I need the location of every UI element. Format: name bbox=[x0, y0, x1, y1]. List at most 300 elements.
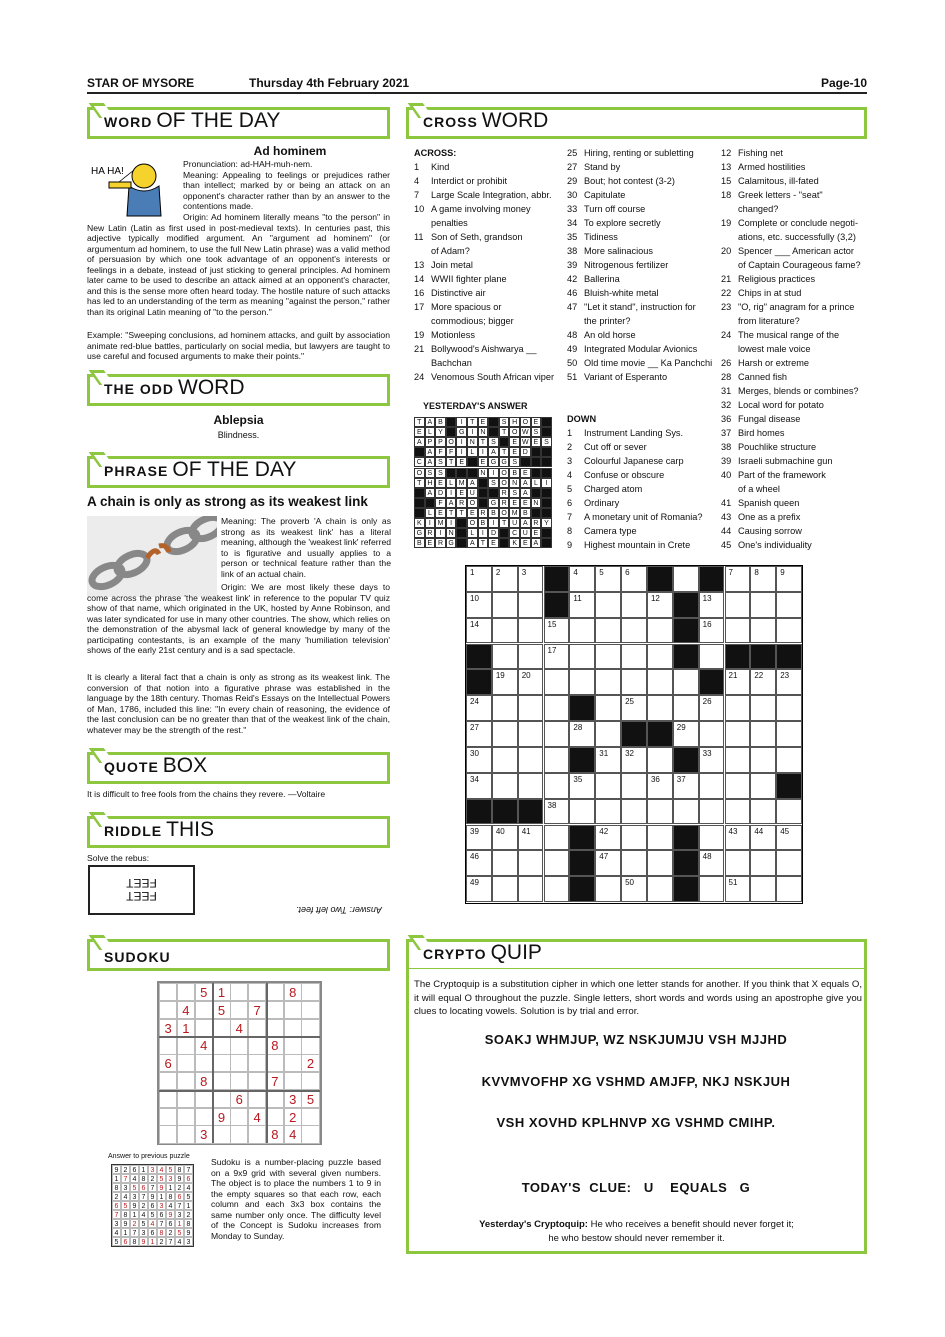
answer-cell: M bbox=[509, 508, 520, 518]
sudoku-cell[interactable]: 7 bbox=[248, 1001, 266, 1019]
crossword-cell[interactable] bbox=[569, 566, 595, 592]
clue-number: 24 bbox=[470, 697, 479, 707]
crossword-cell[interactable] bbox=[569, 592, 595, 618]
previous-sudoku-cell: 4 bbox=[121, 1192, 130, 1201]
crossword-cell[interactable] bbox=[725, 850, 751, 876]
crossword-cell[interactable] bbox=[776, 825, 802, 851]
previous-sudoku-cell: 6 bbox=[175, 1192, 184, 1201]
sudoku-cell[interactable] bbox=[212, 1125, 230, 1143]
crossword-cell[interactable] bbox=[776, 566, 802, 592]
previous-answer-label: Answer to previous puzzle bbox=[108, 1153, 190, 1160]
sudoku-cell[interactable] bbox=[248, 1125, 266, 1143]
crossword-cell[interactable] bbox=[699, 721, 725, 747]
crossword-cell[interactable] bbox=[595, 592, 621, 618]
crossword-cell[interactable] bbox=[518, 876, 544, 902]
crossword-cell[interactable] bbox=[699, 850, 725, 876]
crossword-cell[interactable] bbox=[492, 850, 518, 876]
sudoku-cell[interactable] bbox=[195, 1054, 213, 1072]
crossword-cell[interactable] bbox=[492, 721, 518, 747]
crossword-cell[interactable] bbox=[595, 669, 621, 695]
clue-item: 44 Causing sorrow bbox=[721, 526, 802, 536]
crossword-cell[interactable] bbox=[595, 644, 621, 670]
sudoku-cell[interactable] bbox=[301, 1001, 319, 1019]
sudoku-grid[interactable] bbox=[157, 981, 322, 1145]
crossword-cell[interactable] bbox=[518, 747, 544, 773]
sudoku-cell[interactable] bbox=[159, 1125, 177, 1143]
crossword-cell[interactable] bbox=[647, 799, 673, 825]
sudoku-cell[interactable]: 5 bbox=[212, 1001, 230, 1019]
clue-item: 39 Israeli submachine gun bbox=[721, 456, 833, 466]
crossword-cell[interactable] bbox=[699, 644, 725, 670]
sudoku-cell[interactable]: 4 bbox=[230, 1019, 248, 1037]
crossword-cell[interactable] bbox=[621, 669, 647, 695]
crossword-cell[interactable] bbox=[776, 695, 802, 721]
clue-number: 40 bbox=[495, 826, 505, 836]
previous-sudoku-cell: 3 bbox=[175, 1210, 184, 1219]
crossword-cell[interactable] bbox=[750, 695, 776, 721]
clue-item: 35 Tidiness bbox=[567, 232, 618, 242]
sudoku-cell[interactable] bbox=[230, 1001, 248, 1019]
crossword-cell[interactable] bbox=[776, 799, 802, 825]
clue-number: 34 bbox=[470, 774, 479, 784]
crossword-cell[interactable] bbox=[595, 566, 621, 592]
sudoku-cell[interactable] bbox=[301, 1072, 319, 1090]
rebus-text: FEET FEET bbox=[126, 876, 157, 903]
crossword-cell[interactable] bbox=[699, 876, 725, 902]
previous-sudoku-cell: 8 bbox=[157, 1228, 166, 1237]
crossword-cell[interactable] bbox=[750, 799, 776, 825]
answer-cell bbox=[499, 528, 510, 538]
crossword-cell[interactable] bbox=[776, 747, 802, 773]
sudoku-cell[interactable]: 6 bbox=[159, 1054, 177, 1072]
sudoku-cell[interactable] bbox=[230, 1054, 248, 1072]
previous-sudoku-cell: 9 bbox=[139, 1237, 148, 1246]
sudoku-cell[interactable]: 5 bbox=[301, 1090, 319, 1108]
crossword-cell[interactable] bbox=[725, 773, 751, 799]
sudoku-cell[interactable] bbox=[177, 983, 195, 1001]
crossword-cell[interactable] bbox=[621, 592, 647, 618]
clue-item: 45 One's individuality bbox=[721, 540, 812, 550]
sudoku-cell[interactable] bbox=[248, 1036, 266, 1054]
clue-item: 43 One as a prefix bbox=[721, 512, 801, 522]
answer-cell: Y bbox=[541, 518, 552, 528]
answer-cell: T bbox=[414, 417, 425, 427]
crossword-cell[interactable] bbox=[466, 592, 492, 618]
crossword-cell[interactable] bbox=[699, 747, 725, 773]
crossword-cell[interactable] bbox=[647, 747, 673, 773]
crossword-cell[interactable] bbox=[544, 773, 570, 799]
answer-cell: T bbox=[499, 518, 510, 528]
crossword-cell[interactable] bbox=[699, 695, 725, 721]
crossword-cell[interactable] bbox=[544, 850, 570, 876]
previous-sudoku-cell: 7 bbox=[121, 1174, 130, 1183]
crossword-cell[interactable] bbox=[492, 592, 518, 618]
crossword-cell[interactable] bbox=[544, 825, 570, 851]
clue-number: 29 bbox=[676, 723, 686, 733]
sudoku-cell[interactable]: 7 bbox=[266, 1072, 284, 1090]
sudoku-cell[interactable] bbox=[266, 1108, 284, 1126]
sudoku-cell[interactable] bbox=[301, 1019, 319, 1037]
sudoku-cell[interactable]: 9 bbox=[212, 1108, 230, 1126]
crossword-cell[interactable] bbox=[621, 695, 647, 721]
sudoku-cell[interactable]: 8 bbox=[266, 1125, 284, 1143]
crossword-cell[interactable] bbox=[673, 721, 699, 747]
crossword-cell[interactable] bbox=[647, 669, 673, 695]
sudoku-cell[interactable] bbox=[266, 1019, 284, 1037]
crossword-cell[interactable] bbox=[518, 850, 544, 876]
previous-sudoku-cell: 9 bbox=[166, 1210, 175, 1219]
crossword-cell[interactable] bbox=[750, 721, 776, 747]
previous-sudoku-cell: 4 bbox=[184, 1183, 193, 1192]
sudoku-cell[interactable] bbox=[159, 1108, 177, 1126]
answer-cell: L bbox=[531, 478, 542, 488]
crossword-cell[interactable] bbox=[466, 618, 492, 644]
crossword-cell[interactable] bbox=[699, 825, 725, 851]
crossword-cell[interactable] bbox=[569, 773, 595, 799]
clue-item: of a wheel bbox=[738, 484, 780, 494]
sudoku-cell[interactable] bbox=[284, 1019, 302, 1037]
crossword-cell bbox=[673, 876, 699, 902]
crossword-cell[interactable] bbox=[492, 695, 518, 721]
sudoku-cell[interactable] bbox=[177, 1054, 195, 1072]
clue-item: penalties bbox=[431, 218, 468, 228]
sudoku-cell[interactable] bbox=[266, 983, 284, 1001]
crossword-cell[interactable] bbox=[725, 566, 751, 592]
answer-cell bbox=[425, 498, 436, 508]
crossword-cell[interactable] bbox=[621, 773, 647, 799]
sudoku-cell[interactable] bbox=[248, 1072, 266, 1090]
crossword-cell[interactable] bbox=[776, 850, 802, 876]
crossword-cell[interactable] bbox=[725, 695, 751, 721]
sudoku-cell[interactable]: 4 bbox=[177, 1001, 195, 1019]
crossword-cell[interactable] bbox=[544, 669, 570, 695]
crossword-cell[interactable] bbox=[544, 644, 570, 670]
crossword-cell[interactable] bbox=[647, 644, 673, 670]
crossword-cell[interactable] bbox=[466, 566, 492, 592]
crossword-cell[interactable] bbox=[750, 876, 776, 902]
crossword-cell[interactable] bbox=[725, 825, 751, 851]
previous-sudoku-cell: 3 bbox=[166, 1174, 175, 1183]
previous-sudoku-cell: 1 bbox=[139, 1165, 148, 1174]
crossword-cell[interactable] bbox=[544, 876, 570, 902]
sudoku-cell[interactable] bbox=[212, 1019, 230, 1037]
crossword-cell[interactable] bbox=[595, 850, 621, 876]
word-meaning: Meaning: Appealing to feelings or prejudices rather than intellect; marked by or being an attack on an opponent's character rather than by an answer to the contentions made. bbox=[183, 169, 390, 211]
crossword-cell[interactable] bbox=[544, 618, 570, 644]
answer-cell: A bbox=[488, 447, 499, 457]
crossword-cell[interactable] bbox=[750, 618, 776, 644]
sudoku-cell[interactable]: 6 bbox=[230, 1090, 248, 1108]
crossword-cell[interactable] bbox=[647, 592, 673, 618]
answer-cell: N bbox=[446, 528, 457, 538]
answer-cell: E bbox=[531, 417, 542, 427]
crossword-cell[interactable] bbox=[569, 644, 595, 670]
crossword-cell[interactable] bbox=[544, 747, 570, 773]
sudoku-cell[interactable]: 8 bbox=[195, 1072, 213, 1090]
crossword-cell[interactable] bbox=[750, 592, 776, 618]
previous-sudoku-cell: 1 bbox=[166, 1183, 175, 1192]
sudoku-cell[interactable] bbox=[248, 1019, 266, 1037]
sudoku-cell[interactable] bbox=[230, 1036, 248, 1054]
answer-cell: I bbox=[488, 468, 499, 478]
crossword-cell[interactable] bbox=[466, 825, 492, 851]
crossword-cell[interactable] bbox=[492, 773, 518, 799]
answer-cell bbox=[456, 518, 467, 528]
answer-cell: D bbox=[520, 447, 531, 457]
previous-sudoku-cell: 4 bbox=[112, 1228, 121, 1237]
crossword-cell[interactable] bbox=[699, 592, 725, 618]
crossword-cell[interactable] bbox=[518, 773, 544, 799]
crossword-cell[interactable] bbox=[544, 799, 570, 825]
previous-sudoku-cell: 2 bbox=[157, 1237, 166, 1246]
crossword-cell[interactable] bbox=[776, 669, 802, 695]
crossword-grid[interactable] bbox=[465, 565, 803, 904]
answer-cell bbox=[541, 447, 552, 457]
sudoku-cell[interactable] bbox=[159, 1036, 177, 1054]
crossword-cell[interactable] bbox=[492, 747, 518, 773]
crossword-cell bbox=[699, 669, 725, 695]
crossword-cell[interactable] bbox=[750, 850, 776, 876]
previous-sudoku-cell: 4 bbox=[130, 1174, 139, 1183]
sudoku-cell[interactable] bbox=[248, 983, 266, 1001]
word-example: Example: "Sweeping conclusions, ad hominem attacks, and guilt by association animate red-blue battles, particularly on social media, but lawyers are taught to use careful and focused arguments to make their points." bbox=[87, 330, 390, 361]
crossword-cell[interactable] bbox=[725, 669, 751, 695]
crossword-cell[interactable] bbox=[776, 618, 802, 644]
crossword-cell[interactable] bbox=[466, 721, 492, 747]
sudoku-cell[interactable] bbox=[266, 1001, 284, 1019]
sudoku-cell[interactable] bbox=[284, 1001, 302, 1019]
crossword-cell[interactable] bbox=[776, 592, 802, 618]
crossword-cell[interactable] bbox=[595, 618, 621, 644]
crossword-cell[interactable] bbox=[725, 876, 751, 902]
sudoku-cell[interactable] bbox=[230, 1072, 248, 1090]
crossword-cell[interactable] bbox=[492, 644, 518, 670]
crossword-cell[interactable] bbox=[621, 747, 647, 773]
crossword-cell[interactable] bbox=[569, 618, 595, 644]
crossword-cell[interactable] bbox=[492, 618, 518, 644]
crossword-cell[interactable] bbox=[621, 618, 647, 644]
sudoku-cell[interactable] bbox=[284, 1072, 302, 1090]
crossword-cell[interactable] bbox=[595, 721, 621, 747]
sudoku-cell[interactable]: 3 bbox=[159, 1019, 177, 1037]
crossword-cell[interactable] bbox=[621, 850, 647, 876]
crossword-cell[interactable] bbox=[518, 566, 544, 592]
answer-cell: T bbox=[446, 508, 457, 518]
sudoku-cell[interactable] bbox=[212, 1072, 230, 1090]
crossword-cell[interactable] bbox=[518, 825, 544, 851]
crossword-cell[interactable] bbox=[621, 876, 647, 902]
crossword-cell[interactable] bbox=[466, 747, 492, 773]
crossword-cell bbox=[466, 669, 492, 695]
crossword-cell[interactable] bbox=[466, 850, 492, 876]
crossword-cell[interactable] bbox=[569, 799, 595, 825]
crossword-cell[interactable] bbox=[595, 773, 621, 799]
answer-cell bbox=[541, 498, 552, 508]
answer-cell: T bbox=[478, 538, 489, 548]
sudoku-cell[interactable] bbox=[159, 1001, 177, 1019]
sudoku-cell[interactable] bbox=[212, 1090, 230, 1108]
answer-cell: R bbox=[499, 488, 510, 498]
crossword-cell[interactable] bbox=[492, 876, 518, 902]
sudoku-cell[interactable] bbox=[284, 1054, 302, 1072]
answer-cell: T bbox=[414, 478, 425, 488]
crossword-cell[interactable] bbox=[647, 695, 673, 721]
crossword-cell[interactable] bbox=[647, 825, 673, 851]
crossword-cell[interactable] bbox=[492, 566, 518, 592]
sudoku-cell[interactable] bbox=[195, 1019, 213, 1037]
sudoku-cell[interactable]: 8 bbox=[284, 983, 302, 1001]
crossword-cell[interactable] bbox=[518, 695, 544, 721]
answer-cell: H bbox=[509, 417, 520, 427]
sudoku-cell[interactable]: 3 bbox=[284, 1090, 302, 1108]
sudoku-cell[interactable] bbox=[230, 983, 248, 1001]
previous-sudoku-cell: 8 bbox=[112, 1183, 121, 1192]
crossword-cell[interactable] bbox=[647, 876, 673, 902]
sudoku-cell[interactable]: 5 bbox=[195, 983, 213, 1001]
previous-sudoku-cell: 3 bbox=[112, 1219, 121, 1228]
sudoku-cell[interactable] bbox=[195, 1001, 213, 1019]
sudoku-cell[interactable]: 4 bbox=[248, 1108, 266, 1126]
crossword-cell[interactable] bbox=[466, 876, 492, 902]
answer-cell: P bbox=[425, 437, 436, 447]
sudoku-cell[interactable] bbox=[230, 1108, 248, 1126]
sudoku-cell[interactable] bbox=[301, 1125, 319, 1143]
clue-number: 35 bbox=[573, 774, 583, 784]
crossword-cell[interactable] bbox=[621, 799, 647, 825]
clue-number: 13 bbox=[702, 593, 712, 603]
sudoku-cell[interactable] bbox=[301, 1108, 319, 1126]
answer-cell bbox=[541, 468, 552, 478]
crossword-cell[interactable] bbox=[750, 747, 776, 773]
clue-number: 23 bbox=[780, 671, 790, 681]
sudoku-cell[interactable] bbox=[248, 1090, 266, 1108]
crossword-cell[interactable] bbox=[569, 669, 595, 695]
crossword-cell[interactable] bbox=[621, 644, 647, 670]
crossword-cell[interactable] bbox=[647, 773, 673, 799]
crossword-cell[interactable] bbox=[750, 669, 776, 695]
crossword-cell[interactable] bbox=[518, 721, 544, 747]
clue-number: 20 bbox=[521, 671, 531, 681]
crossword-cell[interactable] bbox=[725, 618, 751, 644]
sudoku-cell[interactable] bbox=[195, 1108, 213, 1126]
crossword-cell[interactable] bbox=[776, 721, 802, 747]
crossword-cell[interactable] bbox=[673, 773, 699, 799]
sudoku-cell[interactable] bbox=[284, 1036, 302, 1054]
clue-item: 49 Integrated Modular Avionics bbox=[567, 344, 698, 354]
sudoku-cell[interactable] bbox=[212, 1036, 230, 1054]
crossword-cell[interactable] bbox=[673, 669, 699, 695]
sudoku-cell[interactable] bbox=[177, 1036, 195, 1054]
clue-number: 51 bbox=[728, 878, 738, 888]
crossword-cell[interactable] bbox=[647, 850, 673, 876]
crossword-cell[interactable] bbox=[673, 695, 699, 721]
crossword-cell[interactable] bbox=[621, 825, 647, 851]
sudoku-cell[interactable] bbox=[301, 1036, 319, 1054]
crossword-cell[interactable] bbox=[518, 644, 544, 670]
crossword-cell[interactable] bbox=[725, 721, 751, 747]
sudoku-cell[interactable]: 3 bbox=[195, 1125, 213, 1143]
clue-number: 27 bbox=[470, 723, 479, 733]
sudoku-cell[interactable]: 4 bbox=[195, 1036, 213, 1054]
answer-cell: A bbox=[425, 447, 436, 457]
sudoku-cell[interactable] bbox=[159, 983, 177, 1001]
sudoku-cell[interactable] bbox=[248, 1054, 266, 1072]
crossword-cell[interactable] bbox=[699, 618, 725, 644]
sudoku-cell[interactable]: 1 bbox=[212, 983, 230, 1001]
crossword-cell[interactable] bbox=[725, 799, 751, 825]
crossword-cell[interactable] bbox=[750, 773, 776, 799]
sudoku-cell[interactable] bbox=[159, 1090, 177, 1108]
sudoku-cell[interactable]: 1 bbox=[177, 1019, 195, 1037]
crossword-cell[interactable] bbox=[750, 566, 776, 592]
answer-cell: A bbox=[467, 538, 478, 548]
crossword-cell[interactable] bbox=[699, 773, 725, 799]
crossword-cell[interactable] bbox=[595, 799, 621, 825]
crossword-cell[interactable] bbox=[466, 773, 492, 799]
previous-sudoku-cell: 7 bbox=[130, 1228, 139, 1237]
crossword-cell[interactable] bbox=[544, 721, 570, 747]
crossword-cell[interactable] bbox=[595, 695, 621, 721]
sudoku-cell[interactable]: 8 bbox=[266, 1036, 284, 1054]
crossword-cell[interactable] bbox=[699, 799, 725, 825]
sudoku-cell[interactable] bbox=[266, 1054, 284, 1072]
sudoku-cell[interactable] bbox=[159, 1072, 177, 1090]
crossword-cell[interactable] bbox=[492, 669, 518, 695]
crossword-cell[interactable] bbox=[595, 825, 621, 851]
answer-cell bbox=[446, 468, 457, 478]
answer-cell: S bbox=[499, 417, 510, 427]
crossword-cell[interactable] bbox=[518, 669, 544, 695]
crossword-cell[interactable] bbox=[518, 618, 544, 644]
clue-number: 9 bbox=[780, 568, 785, 577]
crossword-cell[interactable] bbox=[725, 592, 751, 618]
clue-item: 8 Camera type bbox=[567, 526, 637, 536]
answer-cell: Y bbox=[435, 427, 446, 437]
crossword-cell[interactable] bbox=[647, 618, 673, 644]
crossword-cell[interactable] bbox=[518, 592, 544, 618]
previous-sudoku-cell: 1 bbox=[130, 1210, 139, 1219]
sudoku-cell[interactable] bbox=[212, 1054, 230, 1072]
crossword-cell bbox=[673, 747, 699, 773]
sudoku-cell[interactable] bbox=[266, 1090, 284, 1108]
answer-cell: G bbox=[499, 457, 510, 467]
sudoku-cell[interactable] bbox=[177, 1090, 195, 1108]
previous-sudoku-cell: 7 bbox=[139, 1192, 148, 1201]
crossword-cell[interactable] bbox=[673, 566, 699, 592]
sudoku-cell[interactable] bbox=[177, 1108, 195, 1126]
crossword-cell[interactable] bbox=[725, 747, 751, 773]
previous-sudoku-cell: 6 bbox=[139, 1183, 148, 1192]
crossword-cell[interactable] bbox=[569, 721, 595, 747]
crossword-cell[interactable] bbox=[750, 825, 776, 851]
crossword-cell[interactable] bbox=[673, 799, 699, 825]
sudoku-cell[interactable]: 2 bbox=[284, 1108, 302, 1126]
crossword-cell[interactable] bbox=[776, 876, 802, 902]
crossword-cell[interactable] bbox=[492, 825, 518, 851]
crossword-cell[interactable] bbox=[466, 695, 492, 721]
crossword-cell[interactable] bbox=[544, 695, 570, 721]
sudoku-cell[interactable] bbox=[195, 1090, 213, 1108]
sudoku-cell[interactable] bbox=[177, 1072, 195, 1090]
sudoku-cell[interactable]: 4 bbox=[284, 1125, 302, 1143]
sudoku-cell[interactable] bbox=[177, 1125, 195, 1143]
crossword-cell[interactable] bbox=[595, 876, 621, 902]
sudoku-cell[interactable]: 2 bbox=[301, 1054, 319, 1072]
crossword-cell[interactable] bbox=[595, 747, 621, 773]
sudoku-cell[interactable] bbox=[230, 1125, 248, 1143]
sudoku-cell[interactable] bbox=[301, 983, 319, 1001]
crossword-cell[interactable] bbox=[621, 566, 647, 592]
